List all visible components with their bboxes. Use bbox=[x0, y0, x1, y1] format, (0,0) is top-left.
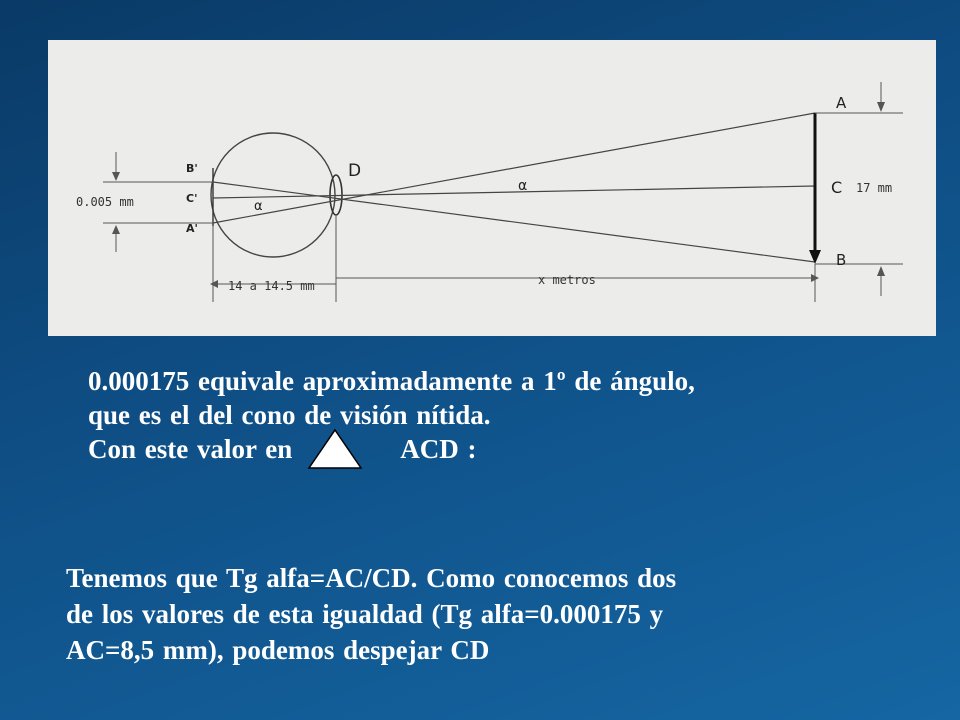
ray-top bbox=[213, 182, 815, 262]
label-alpha-far: α bbox=[518, 178, 528, 194]
dim-arrowhead-eye bbox=[210, 280, 218, 288]
ray-bottom bbox=[213, 113, 815, 223]
ray-axis bbox=[213, 186, 815, 198]
label-c: C bbox=[831, 178, 843, 197]
retina-dim-arrow-bottom bbox=[112, 225, 120, 234]
conclusion-paragraph bbox=[66, 560, 926, 668]
optics-diagram bbox=[48, 40, 936, 336]
para2-line-3: AC=8,5 mm), podemos despejar CD bbox=[66, 635, 490, 665]
dim-arrowhead-bottom bbox=[877, 266, 885, 276]
retina-dim-arrow-top bbox=[112, 172, 120, 181]
label-d: D bbox=[348, 161, 362, 181]
label-eye-depth: 14 a 14.5 mm bbox=[228, 279, 315, 293]
label-alpha-near: α bbox=[254, 199, 263, 214]
text-line-3-suffix: ACD : bbox=[400, 434, 477, 464]
dim-arrowhead-top bbox=[877, 102, 885, 112]
para2-line-2: de los valores de esta igualdad (Tg alfa=0.000175 y bbox=[66, 599, 664, 629]
text-line-3-prefix: Con este valor en bbox=[88, 434, 293, 464]
label-retina-size: 0.005 mm bbox=[76, 195, 134, 209]
label-distance: x metros bbox=[538, 273, 596, 287]
text-line-1: 0.000175 equivale aproximadamente a 1º de ángulo, bbox=[88, 366, 695, 396]
explanation-paragraph bbox=[88, 364, 938, 466]
label-a-prime: A' bbox=[186, 222, 198, 235]
text-line-2: que es el del cono de visión nítida. bbox=[88, 400, 491, 430]
triangle-icon bbox=[301, 432, 393, 466]
label-c-prime: C' bbox=[186, 192, 198, 205]
text-line-3 bbox=[88, 432, 938, 466]
label-a: A bbox=[836, 94, 847, 112]
para2-line-1: Tenemos que Tg alfa=AC/CD. Como conocemos dos bbox=[66, 563, 677, 593]
eye-globe bbox=[211, 133, 335, 257]
label-b-prime: B' bbox=[186, 162, 198, 175]
label-b: B bbox=[836, 251, 847, 269]
label-object-size: 17 mm bbox=[856, 181, 893, 195]
